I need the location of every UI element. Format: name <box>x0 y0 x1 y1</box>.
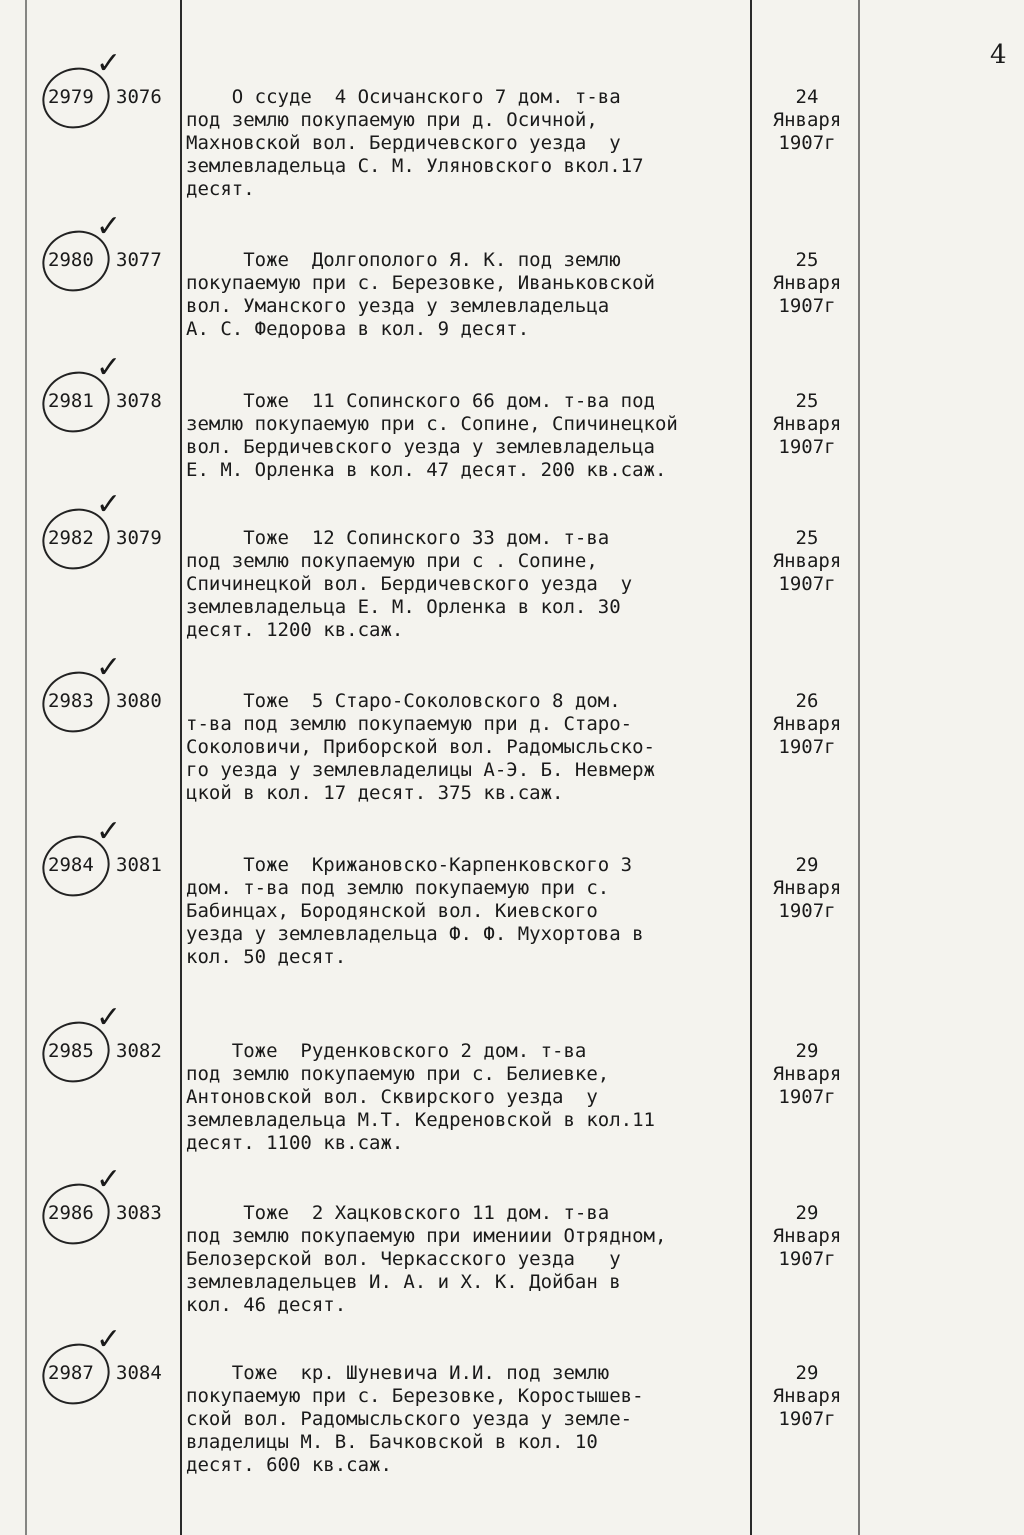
entry-text-line: кол. 46 десят. <box>186 1294 347 1316</box>
entry-date <box>757 690 857 759</box>
checkmark-icon: ✓ <box>96 350 122 385</box>
entry-text-line: под землю покупаемую при с . Сопине, <box>186 550 598 572</box>
entry-text-line: уезда у землевладельца Ф. Ф. Мухортова в <box>186 923 644 945</box>
date-day: 29 <box>795 1040 819 1062</box>
entry-text-line: Тоже 12 Сопинского 33 дом. т-ва <box>186 527 610 549</box>
entry-number: 2985 <box>48 1040 94 1062</box>
register-entry <box>0 46 1024 246</box>
entry-text-line: десят. <box>186 178 255 200</box>
entry-text-line: вол. Бердичевского уезда у землевладельца <box>186 436 655 458</box>
checkmark-icon: ✓ <box>96 1000 122 1035</box>
date-month: Января <box>772 1385 842 1407</box>
entry-number: 2986 <box>48 1202 94 1224</box>
entry-text-line: Е. М. Орленка в кол. 47 десят. 200 кв.саж. <box>186 459 667 481</box>
entry-text <box>186 390 756 482</box>
date-year: 1907г <box>778 1086 836 1108</box>
date-month: Января <box>772 713 842 735</box>
entry-number: 2980 <box>48 249 94 271</box>
entry-text-line: дом. т-ва под землю покупаемую при с. <box>186 877 610 899</box>
entry-record-number: 3079 <box>116 527 162 549</box>
entry-date <box>757 249 857 318</box>
entry-text-line: вол. Уманского уезда у землевладельца <box>186 295 610 317</box>
entry-text-line: кол. 50 десят. <box>186 946 347 968</box>
date-year: 1907г <box>778 1408 836 1430</box>
entry-record-number: 3083 <box>116 1202 162 1224</box>
entry-text-line: ской вол. Радомысльского уезда у земле- <box>186 1408 633 1430</box>
checkmark-icon: ✓ <box>96 650 122 685</box>
entry-number: 2981 <box>48 390 94 412</box>
checkmark-icon: ✓ <box>96 46 122 81</box>
entry-record-number: 3078 <box>116 390 162 412</box>
date-year: 1907г <box>778 736 836 758</box>
register-entry <box>0 1322 1024 1522</box>
entry-text-line: Тоже 2 Хацковского 11 дом. т-ва <box>186 1202 610 1224</box>
entry-text-line: Бабинцах, Бородянской вол. Киевского <box>186 900 598 922</box>
date-month: Января <box>772 877 842 899</box>
entry-text-line: Спичинецкой вол. Бердичевского уезда у <box>186 573 633 595</box>
register-entry <box>0 814 1024 1014</box>
entry-text-line: Тоже 5 Старо-Соколовского 8 дом. <box>186 690 621 712</box>
entry-date <box>757 390 857 459</box>
entry-text <box>186 1362 756 1477</box>
date-day: 29 <box>795 1362 819 1384</box>
entry-text-line: А. С. Федорова в кол. 9 десят. <box>186 318 530 340</box>
entry-text-line: под землю покупаемую при д. Осичной, <box>186 109 598 131</box>
entry-text-line: землевладельца М.Т. Кедреновской в кол.11 <box>186 1109 655 1131</box>
entry-date <box>757 1202 857 1271</box>
entry-date <box>757 854 857 923</box>
entry-number: 2987 <box>48 1362 94 1384</box>
entry-text-line: Тоже Крижановско-Карпенковского 3 <box>186 854 633 876</box>
date-month: Января <box>772 413 842 435</box>
entry-text-line: О ссуде 4 Осичанского 7 дом. т-ва <box>186 86 621 108</box>
entry-text-line: Махновской вол. Бердичевского уезда у <box>186 132 621 154</box>
entry-record-number: 3081 <box>116 854 162 876</box>
entry-text-line: цкой в кол. 17 десят. 375 кв.саж. <box>186 782 564 804</box>
entry-record-number: 3080 <box>116 690 162 712</box>
register-entry <box>0 650 1024 850</box>
date-day: 24 <box>795 86 819 108</box>
entry-number: 2983 <box>48 690 94 712</box>
date-month: Января <box>772 109 842 131</box>
date-year: 1907г <box>778 900 836 922</box>
entry-number: 2982 <box>48 527 94 549</box>
entry-record-number: 3077 <box>116 249 162 271</box>
checkmark-icon: ✓ <box>96 209 122 244</box>
entry-text-line: т-ва под землю покупаемую при д. Старо- <box>186 713 633 735</box>
entry-text-line: десят. 1100 кв.саж. <box>186 1132 404 1154</box>
entry-text <box>186 854 756 969</box>
entry-text-line: Тоже Долгополого Я. К. под землю <box>186 249 621 271</box>
entry-text <box>186 1202 756 1317</box>
entry-text-line: покупаемую при с. Березовке, Коростышев- <box>186 1385 644 1407</box>
register-entry <box>0 1000 1024 1200</box>
register-entry <box>0 209 1024 409</box>
entry-date <box>757 527 857 596</box>
date-day: 26 <box>795 690 819 712</box>
entry-text <box>186 249 756 341</box>
date-month: Января <box>772 1063 842 1085</box>
entry-text <box>186 527 756 642</box>
date-year: 1907г <box>778 132 836 154</box>
checkmark-icon: ✓ <box>96 1322 122 1357</box>
register-entry <box>0 1162 1024 1362</box>
entry-text-line: Белозерской вол. Черкасского уезда у <box>186 1248 621 1270</box>
date-day: 25 <box>795 249 819 271</box>
entry-text-line: Тоже кр. Шуневича И.И. под землю <box>186 1362 610 1384</box>
entry-date <box>757 86 857 155</box>
page-number: 4 <box>990 40 1007 70</box>
entry-number: 2984 <box>48 854 94 876</box>
entry-text-line: под землю покупаемую при с. Белиевке, <box>186 1063 610 1085</box>
checkmark-icon: ✓ <box>96 814 122 849</box>
checkmark-icon: ✓ <box>96 487 122 522</box>
entry-text <box>186 86 756 201</box>
entry-record-number: 3082 <box>116 1040 162 1062</box>
date-year: 1907г <box>778 295 836 317</box>
entry-text-line: го уезда у землевладелицы А-Э. Б. Невмерж <box>186 759 655 781</box>
entry-text-line: Тоже 11 Сопинского 66 дом. т-ва под <box>186 390 655 412</box>
entry-number: 2979 <box>48 86 94 108</box>
entry-text-line: Соколовичи, Приборской вол. Радомысльско- <box>186 736 655 758</box>
entry-text-line: землевладельца Е. М. Орленка в кол. 30 <box>186 596 621 618</box>
register-entry <box>0 487 1024 687</box>
entry-text <box>186 1040 756 1155</box>
entry-text-line: Тоже Руденковского 2 дом. т-ва <box>186 1040 587 1062</box>
entry-text-line: под землю покупаемую при имениии Отрядном, <box>186 1225 667 1247</box>
date-year: 1907г <box>778 1248 836 1270</box>
entry-date <box>757 1362 857 1431</box>
entry-text-line: владелицы М. В. Бачковской в кол. 10 <box>186 1431 598 1453</box>
date-year: 1907г <box>778 573 836 595</box>
entry-text <box>186 690 756 805</box>
entry-text-line: десят. 1200 кв.саж. <box>186 619 404 641</box>
register-entry <box>0 350 1024 550</box>
entry-text-line: Антоновской вол. Сквирского уезда у <box>186 1086 598 1108</box>
entry-text-line: землю покупаемую при с. Сопине, Спичинецкой <box>186 413 678 435</box>
date-day: 29 <box>795 854 819 876</box>
checkmark-icon: ✓ <box>96 1162 122 1197</box>
date-day: 29 <box>795 1202 819 1224</box>
entry-record-number: 3084 <box>116 1362 162 1384</box>
date-month: Января <box>772 550 842 572</box>
entry-text-line: покупаемую при с. Березовке, Иваньковской <box>186 272 655 294</box>
date-day: 25 <box>795 527 819 549</box>
entry-record-number: 3076 <box>116 86 162 108</box>
entry-text-line: десят. 600 кв.саж. <box>186 1454 392 1476</box>
date-year: 1907г <box>778 436 836 458</box>
entry-date <box>757 1040 857 1109</box>
entry-text-line: землевладельца С. М. Уляновского вкол.17 <box>186 155 644 177</box>
date-month: Января <box>772 1225 842 1247</box>
entry-text-line: землевладельцев И. А. и Х. К. Дойбан в <box>186 1271 621 1293</box>
date-day: 25 <box>795 390 819 412</box>
date-month: Января <box>772 272 842 294</box>
